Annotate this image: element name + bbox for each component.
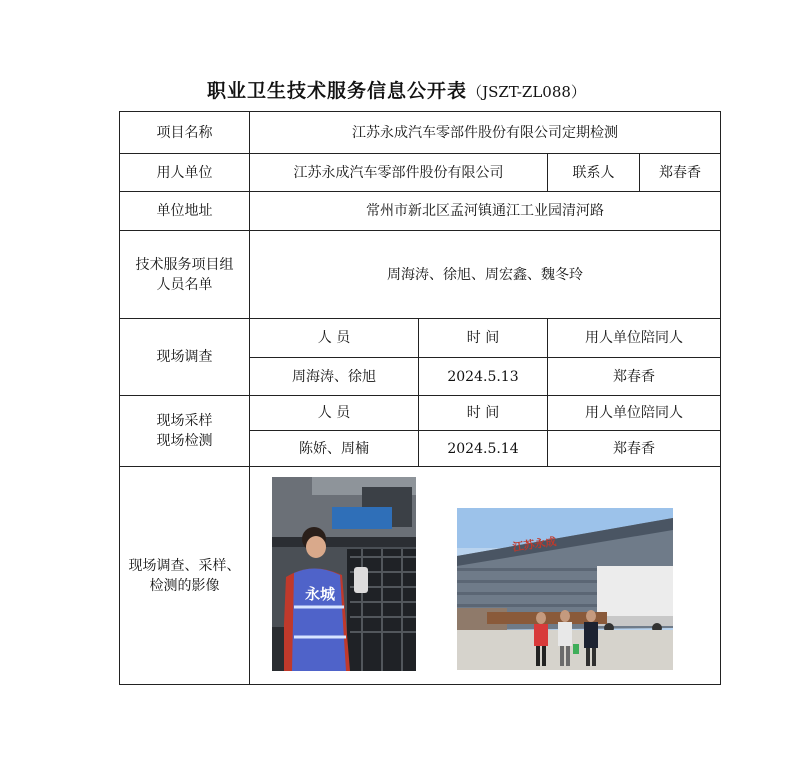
site-photo-1	[272, 477, 416, 671]
row-team	[120, 231, 721, 319]
project-value: 江苏永成汽车零部件股份有限公司定期检测	[250, 112, 721, 154]
address-label: 单位地址	[120, 192, 250, 231]
images-label	[120, 467, 250, 685]
client-value: 江苏永成汽车零部件股份有限公司	[250, 154, 548, 192]
row-images	[120, 467, 721, 685]
sampling-label-line2: 现场检测	[156, 433, 213, 449]
survey-label: 现场调查	[120, 319, 250, 396]
sampling-people: 陈娇、周楠	[250, 431, 419, 467]
survey-header-time: 时 间	[419, 319, 548, 358]
sampling-header-time: 时 间	[419, 396, 548, 431]
sampling-header-companion: 用人单位陪同人	[548, 396, 721, 431]
sampling-label-line1: 现场采样	[156, 413, 213, 429]
survey-header-people: 人 员	[250, 319, 419, 358]
row-address	[120, 192, 721, 231]
survey-companion: 郑春香	[548, 358, 721, 396]
contact-value: 郑春香	[640, 154, 721, 192]
photo2-sign-text: 江苏永成	[511, 535, 558, 555]
contact-label: 联系人	[548, 154, 640, 192]
images-label-line1: 现场调查、采样、	[128, 557, 241, 574]
images-cell	[250, 467, 721, 685]
row-survey-header	[120, 319, 721, 358]
info-table	[119, 111, 721, 685]
photo1-vest-text: 永城	[304, 585, 336, 603]
site-photo-1-image	[272, 477, 416, 671]
project-label: 项目名称	[120, 112, 250, 154]
title-main: 职业卫生技术服务信息公开表	[207, 80, 468, 102]
sampling-time: 2024.5.14	[419, 431, 548, 467]
images-label-line2: 检测的影像	[149, 577, 220, 594]
site-photo-2	[457, 508, 673, 670]
team-label-line2: 人员名单	[156, 276, 213, 293]
team-label	[120, 231, 250, 319]
row-project	[120, 112, 721, 154]
address-value: 常州市新北区孟河镇通江工业园清河路	[250, 192, 721, 231]
sampling-companion: 郑春香	[548, 431, 721, 467]
page-title	[0, 76, 793, 103]
client-label: 用人单位	[120, 154, 250, 192]
row-sampling-header	[120, 396, 721, 431]
sampling-label	[120, 396, 250, 467]
team-value: 周海涛、徐旭、周宏鑫、魏冬玲	[250, 231, 721, 319]
survey-header-companion: 用人单位陪同人	[548, 319, 721, 358]
photo-area	[250, 467, 720, 684]
survey-time: 2024.5.13	[419, 358, 548, 396]
site-photo-2-image	[457, 508, 673, 670]
row-client	[120, 154, 721, 192]
survey-people: 周海涛、徐旭	[250, 358, 419, 396]
team-label-line1: 技术服务项目组	[135, 256, 234, 273]
sampling-header-people: 人 员	[250, 396, 419, 431]
title-code: （JSZT-ZL088）	[467, 83, 586, 101]
